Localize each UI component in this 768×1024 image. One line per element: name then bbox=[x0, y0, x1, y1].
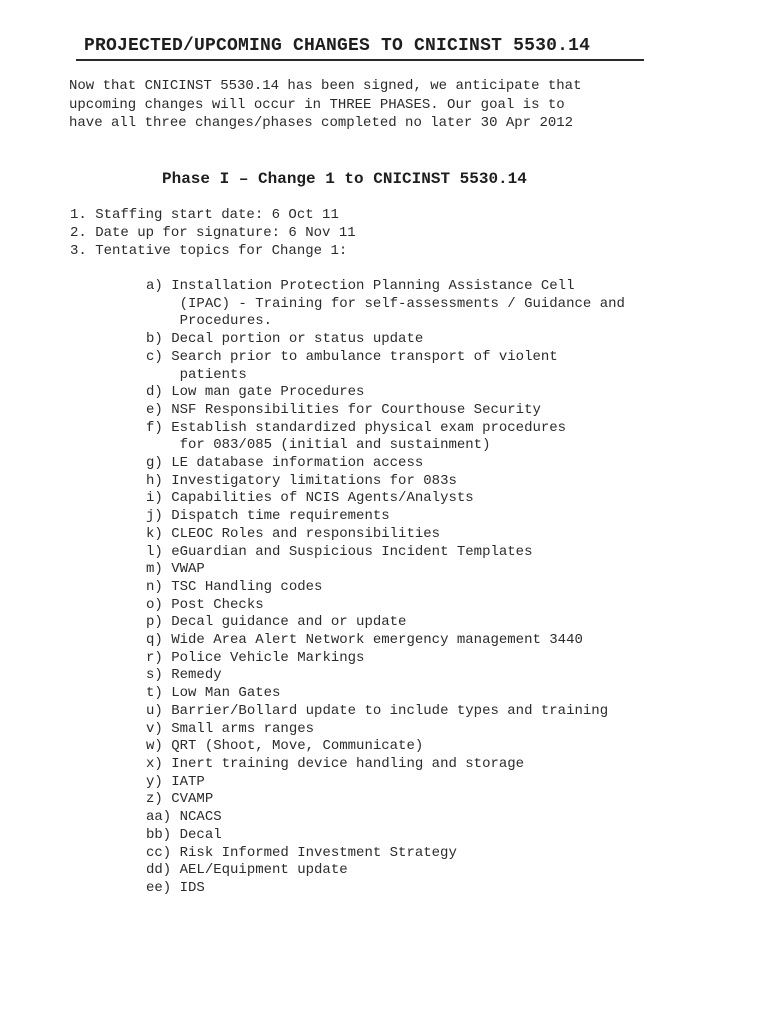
topic-letter: z) bbox=[146, 791, 172, 808]
topic-text bbox=[171, 685, 280, 703]
topic-letter: f) bbox=[146, 419, 172, 436]
topic-text bbox=[171, 402, 541, 420]
topic-item bbox=[146, 721, 706, 739]
topic-text bbox=[171, 667, 221, 685]
topic-text bbox=[171, 774, 205, 792]
topic-line: Investigatory limitations for 083s bbox=[171, 472, 457, 489]
topic-line: Capabilities of NCIS Agents/Analysts bbox=[171, 490, 474, 507]
topic-line: Low man gate Procedures bbox=[171, 384, 365, 401]
topic-text bbox=[171, 420, 566, 455]
topic-text bbox=[171, 721, 314, 739]
topic-letter: h) bbox=[146, 472, 172, 489]
topic-letter: u) bbox=[146, 702, 172, 719]
topic-line: Dispatch time requirements bbox=[171, 508, 390, 525]
topic-item bbox=[146, 331, 706, 349]
topic-line: Risk Informed Investment Strategy bbox=[179, 844, 457, 861]
topic-line: patients bbox=[171, 366, 247, 383]
step-item: 2. Date up for signature: 6 Nov 11 bbox=[70, 225, 356, 241]
topic-line: CLEOC Roles and responsibilities bbox=[171, 525, 441, 542]
phase-heading: Phase I – Change 1 to CNICINST 5530.14 bbox=[162, 170, 527, 188]
topic-text bbox=[171, 331, 423, 349]
topic-item bbox=[146, 508, 706, 526]
topic-letter: c) bbox=[146, 348, 172, 365]
intro-line: upcoming changes will occur in THREE PHASES. Our goal is to bbox=[69, 96, 565, 113]
topic-letter: bb) bbox=[146, 826, 180, 843]
topic-item bbox=[146, 402, 706, 420]
topic-item bbox=[146, 455, 706, 473]
topic-text bbox=[171, 544, 532, 562]
topic-line: Inert training device handling and storage bbox=[171, 755, 525, 772]
topic-text bbox=[180, 809, 222, 827]
topic-item bbox=[146, 738, 706, 756]
topic-item bbox=[146, 544, 706, 562]
topic-line: (IPAC) - Training for self-assessments / Guidance and bbox=[171, 295, 625, 312]
topic-text bbox=[171, 791, 213, 809]
intro-line: Now that CNICINST 5530.14 has been signed, we anticipate that bbox=[69, 78, 582, 94]
topic-line: Police Vehicle Markings bbox=[171, 649, 365, 666]
topic-item bbox=[146, 774, 706, 792]
topic-line: NSF Responsibilities for Courthouse Security bbox=[171, 401, 541, 418]
topic-letter: aa) bbox=[146, 809, 180, 826]
topics-list bbox=[146, 278, 706, 898]
topic-item bbox=[146, 809, 706, 827]
topic-item bbox=[146, 349, 706, 384]
step-item: 1. Staffing start date: 6 Oct 11 bbox=[70, 207, 339, 223]
topic-item bbox=[146, 650, 706, 668]
topic-text bbox=[171, 455, 423, 473]
topic-text bbox=[180, 862, 348, 880]
topic-line: LE database information access bbox=[171, 455, 424, 472]
intro-line: have all three changes/phases completed no later 30 Apr 2012 bbox=[69, 115, 574, 131]
topic-line: Barrier/Bollard update to include types and training bbox=[171, 702, 609, 719]
topic-text bbox=[171, 561, 205, 579]
topic-item bbox=[146, 685, 706, 703]
topic-letter: o) bbox=[146, 596, 172, 613]
topic-text bbox=[171, 490, 473, 508]
topic-line: Search prior to ambulance transport of violent bbox=[171, 348, 558, 365]
document-title: PROJECTED/UPCOMING CHANGES TO CNICINST 5530.14 bbox=[84, 36, 591, 56]
topic-item bbox=[146, 845, 706, 863]
topic-item bbox=[146, 473, 706, 491]
topic-item bbox=[146, 862, 706, 880]
step-item: 3. Tentative topics for Change 1: bbox=[70, 243, 348, 259]
topic-item bbox=[146, 667, 706, 685]
topic-letter: k) bbox=[146, 525, 172, 542]
topic-item bbox=[146, 561, 706, 579]
topic-text bbox=[180, 827, 222, 845]
topic-item bbox=[146, 278, 706, 331]
topic-letter: i) bbox=[146, 490, 172, 507]
topic-letter: v) bbox=[146, 720, 172, 737]
topic-line: Small arms ranges bbox=[171, 720, 315, 737]
topic-item bbox=[146, 880, 706, 898]
topic-item bbox=[146, 384, 706, 402]
topic-text bbox=[171, 614, 406, 632]
topic-text bbox=[180, 845, 457, 863]
topic-letter: r) bbox=[146, 649, 172, 666]
topic-text bbox=[180, 880, 205, 898]
topic-letter: j) bbox=[146, 508, 172, 525]
topic-text bbox=[171, 278, 625, 331]
topic-item bbox=[146, 827, 706, 845]
topic-item bbox=[146, 490, 706, 508]
topic-item bbox=[146, 703, 706, 721]
topic-item bbox=[146, 526, 706, 544]
topic-line: Remedy bbox=[171, 667, 222, 684]
topic-letter: p) bbox=[146, 614, 172, 631]
topic-text bbox=[171, 579, 322, 597]
topic-letter: n) bbox=[146, 578, 172, 595]
intro-paragraph bbox=[69, 77, 669, 133]
topic-line: IATP bbox=[171, 773, 205, 790]
topic-letter: l) bbox=[146, 543, 172, 560]
topic-letter: a) bbox=[146, 278, 172, 294]
topic-line: Procedures. bbox=[171, 313, 273, 330]
topic-line: Decal guidance and or update bbox=[171, 614, 407, 631]
topic-line: Decal bbox=[179, 826, 222, 843]
topic-item bbox=[146, 614, 706, 632]
topic-line: VWAP bbox=[171, 561, 205, 578]
topic-line: Low Man Gates bbox=[171, 685, 281, 702]
topic-text bbox=[171, 756, 524, 774]
topic-letter: cc) bbox=[146, 844, 180, 861]
topic-letter: d) bbox=[146, 384, 172, 401]
topic-letter: s) bbox=[146, 667, 172, 684]
phase-steps-list bbox=[70, 206, 670, 260]
topic-line: CVAMP bbox=[171, 791, 214, 808]
topic-letter: ee) bbox=[146, 879, 180, 896]
topic-item bbox=[146, 632, 706, 650]
topic-letter: y) bbox=[146, 773, 172, 790]
topic-line: AEL/Equipment update bbox=[179, 862, 348, 879]
topic-line: Establish standardized physical exam procedures bbox=[171, 419, 567, 436]
topic-line: IDS bbox=[179, 879, 205, 896]
topic-item bbox=[146, 420, 706, 455]
topic-line: eGuardian and Suspicious Incident Templates bbox=[171, 543, 533, 560]
topic-line: for 083/085 (initial and sustainment) bbox=[171, 437, 491, 454]
topic-text bbox=[171, 597, 263, 615]
topic-letter: q) bbox=[146, 632, 172, 649]
topic-text bbox=[171, 349, 557, 384]
topic-line: NCACS bbox=[179, 809, 222, 826]
topic-item bbox=[146, 579, 706, 597]
topic-line: Decal portion or status update bbox=[171, 331, 424, 348]
title-underline bbox=[76, 59, 644, 61]
topic-line: Post Checks bbox=[171, 596, 264, 613]
topic-letter: e) bbox=[146, 401, 172, 418]
topic-letter: g) bbox=[146, 455, 172, 472]
topic-item bbox=[146, 756, 706, 774]
topic-text bbox=[171, 738, 423, 756]
topic-text bbox=[171, 703, 608, 721]
topic-line: QRT (Shoot, Move, Communicate) bbox=[171, 738, 424, 755]
topic-item bbox=[146, 791, 706, 809]
topic-line: TSC Handling codes bbox=[171, 578, 323, 595]
topic-letter: dd) bbox=[146, 862, 180, 879]
topic-text bbox=[171, 473, 457, 491]
topic-letter: w) bbox=[146, 738, 172, 755]
topic-letter: m) bbox=[146, 561, 172, 578]
topic-line: Installation Protection Planning Assistance Cell bbox=[171, 278, 575, 294]
topic-letter: t) bbox=[146, 685, 172, 702]
topic-item bbox=[146, 597, 706, 615]
topic-text bbox=[171, 632, 583, 650]
topic-text bbox=[171, 508, 389, 526]
topic-text bbox=[171, 650, 364, 668]
topic-text bbox=[171, 384, 364, 402]
topic-line: Wide Area Alert Network emergency management 3440 bbox=[171, 632, 583, 649]
topic-letter: b) bbox=[146, 331, 172, 348]
topic-text bbox=[171, 526, 440, 544]
topic-letter: x) bbox=[146, 755, 172, 772]
